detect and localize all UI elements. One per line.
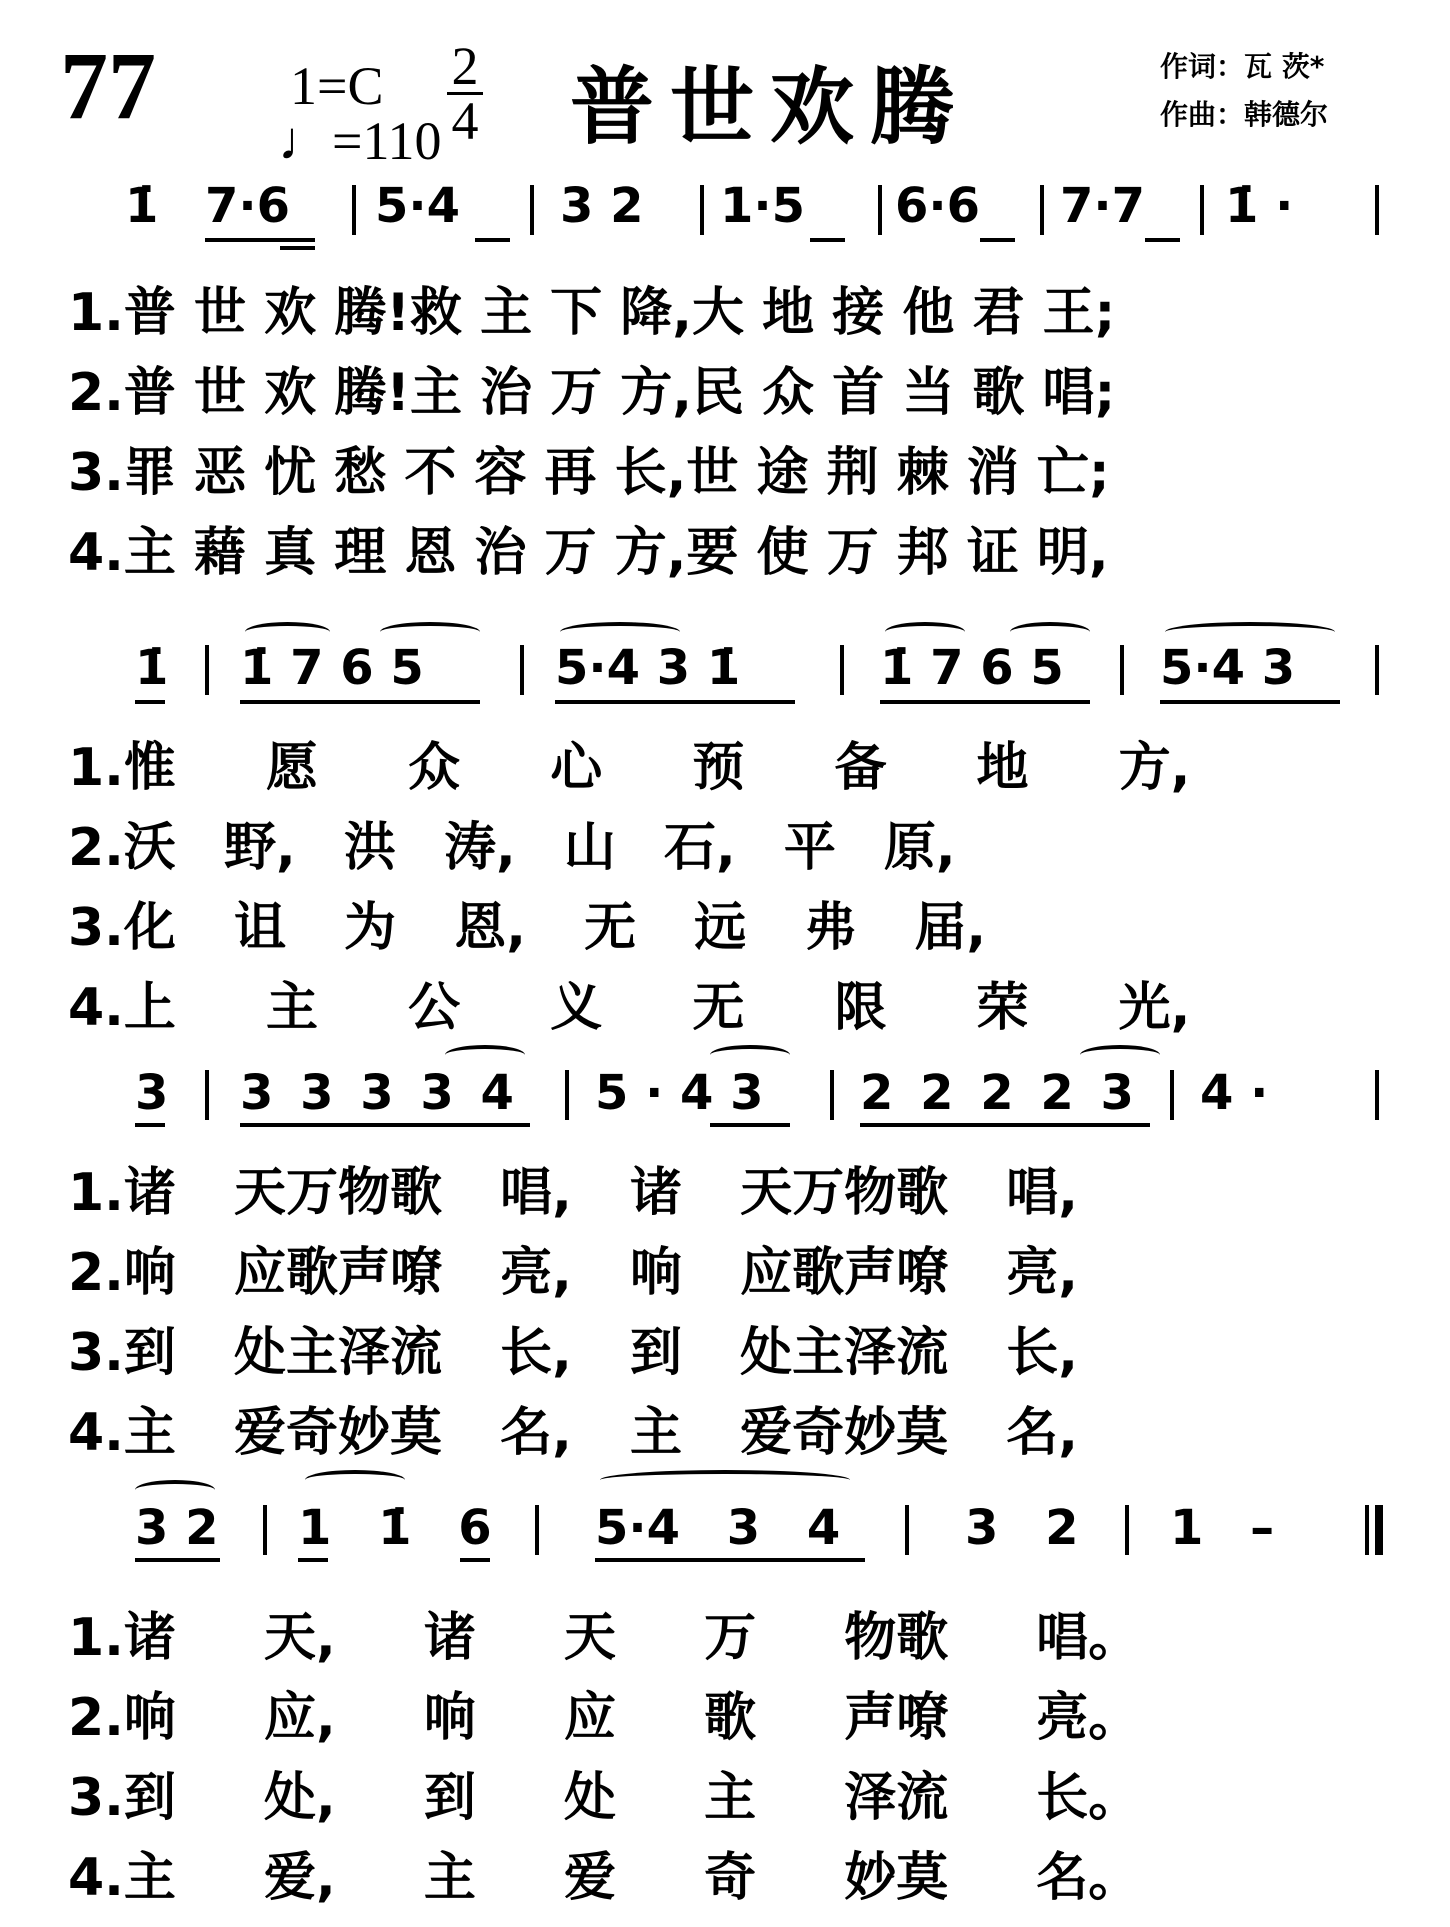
bar-line (565, 1070, 569, 1120)
underline (595, 1558, 865, 1562)
underline (1145, 238, 1180, 242)
note-group: 1̇ (135, 640, 169, 696)
bar-line (1375, 645, 1379, 695)
time-signature (445, 36, 485, 151)
verse-line: 4.主 藉 真 理 恩 治 万 方,要 使 万 邦 证 明, (68, 523, 1109, 583)
underline (240, 700, 480, 704)
slur (600, 1470, 850, 1490)
underline (240, 1123, 530, 1127)
bar-line (1375, 1070, 1379, 1120)
slur (380, 622, 480, 642)
slur (445, 1045, 525, 1065)
underline (135, 1123, 165, 1127)
hymn-number: 77 (60, 32, 156, 139)
slur (885, 622, 965, 642)
note-group: 2 2 2 2 3 (860, 1065, 1134, 1121)
bar-line (1200, 185, 1204, 235)
verse-line: 4.主 爱奇妙莫 名, 主 爱奇妙莫 名, (68, 1403, 1078, 1463)
bar-line (830, 1070, 834, 1120)
verse-line: 3.到 处, 到 处 主 泽流 长。 (68, 1768, 1141, 1828)
note-group: 7·7 (1060, 178, 1146, 234)
bar-line (1040, 185, 1044, 235)
slur (1010, 622, 1090, 642)
underline (880, 700, 1090, 704)
underline (710, 1123, 790, 1127)
note-group: 3 2 (965, 1500, 1079, 1556)
note-group: 1̇ · (1225, 178, 1294, 234)
bar-line (520, 645, 524, 695)
note-group: 5 · 4 3 (595, 1065, 764, 1121)
verse-line: 2.普 世 欢 腾!主 治 万 方,民 众 首 当 歌 唱; (68, 363, 1116, 423)
bar-line (840, 645, 844, 695)
bar-line (905, 1505, 909, 1555)
bar-line (530, 185, 534, 235)
underline (980, 238, 1015, 242)
note-group: 1̇ 7 6 5 (240, 640, 424, 696)
verse-line: 1.诸 天万物歌 唱, 诸 天万物歌 唱, (68, 1163, 1078, 1223)
verse-line: 1.诸 天, 诸 天 万 物歌 唱。 (68, 1608, 1141, 1668)
underline (860, 1123, 1150, 1127)
verse-line: 3.化 诅 为 恩, 无 远 弗 届, (68, 898, 987, 958)
verse-line: 2.沃 野, 洪 涛, 山 石, 平 原, (68, 818, 956, 878)
composer-credit: 作曲：韩德尔 (1160, 98, 1329, 131)
slur (1165, 622, 1335, 642)
note-group: 3 3 3 3 4 (240, 1065, 514, 1121)
verse-line: 2.响 应, 响 应 歌 声嘹 亮。 (68, 1688, 1141, 1748)
bar-line (205, 645, 209, 695)
tempo-marking: ♩=110 (278, 111, 442, 171)
note-group: 1 – (1170, 1500, 1275, 1556)
bar-line (700, 185, 704, 235)
verse-line: 4.主 爱, 主 爱 奇 妙莫 名。 (68, 1848, 1141, 1908)
note-group: 1̇ 7 6 5 (880, 640, 1064, 696)
underline (555, 700, 795, 704)
slur (560, 622, 680, 642)
underline (280, 246, 315, 250)
bar-line (878, 185, 882, 235)
underline (205, 238, 315, 242)
page-title: 普世欢腾 (570, 58, 971, 156)
bar-line (1120, 645, 1124, 695)
slur (305, 1470, 405, 1490)
note-group: 3 2 (135, 1500, 219, 1556)
underline (135, 1558, 220, 1562)
slur (245, 622, 330, 642)
verse-line: 1.惟 愿 众 心 预 备 地 方, (68, 738, 1191, 798)
note-group: 3 (135, 1065, 169, 1121)
bar-line (1375, 185, 1379, 235)
bar-line (1125, 1505, 1129, 1555)
verse-line: 4.上 主 公 义 无 限 荣 光, (68, 978, 1191, 1038)
final-bar-thin (1365, 1505, 1369, 1555)
bar-line (1170, 1070, 1174, 1120)
final-bar-thick (1375, 1505, 1383, 1555)
note-group: 6·6 (895, 178, 981, 234)
verse-line: 1.普 世 欢 腾!救 主 下 降,大 地 接 他 君 王; (68, 283, 1116, 343)
bar-line (263, 1505, 267, 1555)
bar-line (352, 185, 356, 235)
verse-line: 3.罪 恶 忧 愁 不 容 再 长,世 途 荆 棘 消 亡; (68, 443, 1110, 503)
underline (810, 238, 845, 242)
bar-line (205, 1070, 209, 1120)
time-signature-bottom: 4 (451, 91, 479, 151)
note-group: 4 · (1200, 1065, 1269, 1121)
underline (460, 1558, 490, 1562)
note-group: 1 1̇ 6 (298, 1500, 492, 1556)
note-group: 5·4 3 4 (595, 1500, 841, 1556)
note-group: 5·4 (375, 178, 461, 234)
note-group: 1·5 (720, 178, 806, 234)
verse-line: 2.响 应歌声嘹 亮, 响 应歌声嘹 亮, (68, 1243, 1078, 1303)
note-group: 7·6 (205, 178, 291, 234)
underline (1160, 700, 1340, 704)
slur (135, 1480, 215, 1500)
note-group: 5·4 3 1̇ (555, 640, 741, 696)
time-signature-top: 2 (451, 36, 479, 96)
bar-line (535, 1505, 539, 1555)
note-group: 5·4 3 (1160, 640, 1296, 696)
slur (1080, 1045, 1160, 1065)
note-group: 3 2 (560, 178, 644, 234)
underline (135, 700, 165, 704)
note-group: 1̇ (125, 178, 159, 234)
underline (298, 1558, 328, 1562)
lyricist-credit: 作词：瓦 茨* (1160, 50, 1325, 83)
verse-line: 3.到 处主泽流 长, 到 处主泽流 长, (68, 1323, 1078, 1383)
underline (475, 238, 510, 242)
key-signature: 1=C (290, 56, 384, 116)
slur (710, 1045, 790, 1065)
